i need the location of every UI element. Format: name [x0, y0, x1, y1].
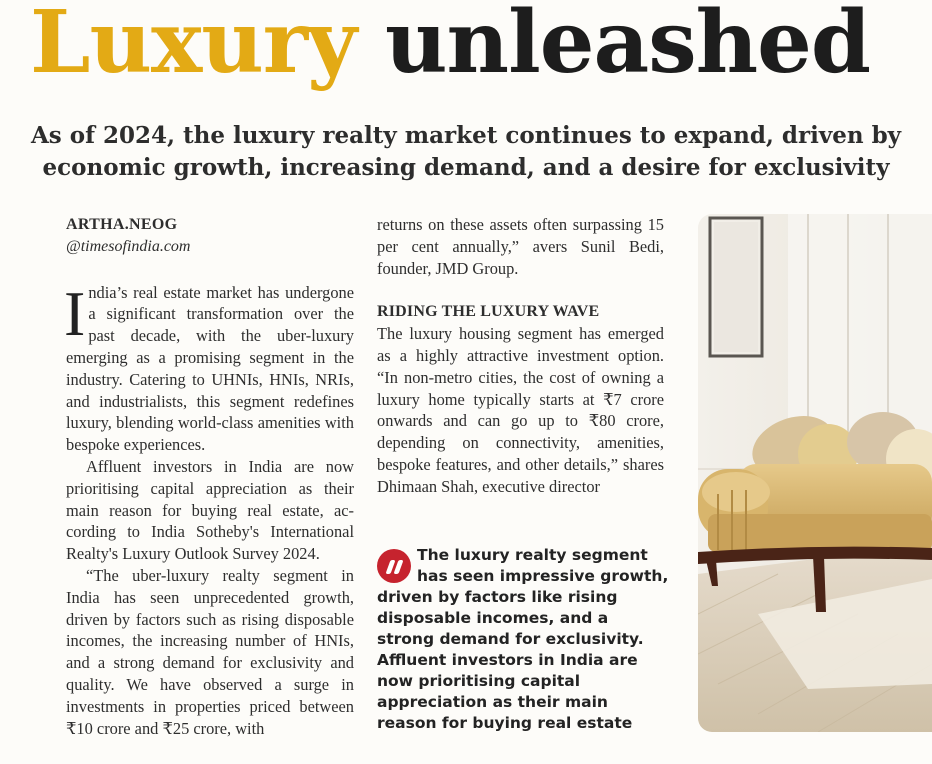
article-column-2 — [377, 214, 664, 498]
deck-line-1: As of 2024, the luxury realty market continues to expand, driven by — [30, 122, 902, 149]
byline-handle: @timesofindia.com — [66, 237, 191, 255]
drop-cap: I — [64, 277, 86, 349]
deck-subtitle — [10, 120, 922, 184]
headline-word-luxury: Luxury — [30, 0, 357, 93]
intro-paragraph — [64, 277, 354, 456]
paragraph-returns: returns on these assets often surpassing 15 per cent annually,” avers Sunil Bedi, founder, JMD Group. — [377, 215, 664, 278]
paragraph-affluent-investors: Affluent investors in India are now prioritising capital appreciation as their main reason for buying real estate, according to India Sotheby's International Realty's Luxury Outlook Survey 2024. — [66, 456, 354, 564]
luxury-sofa-illustration — [698, 214, 932, 732]
deck-line-2: economic growth, increasing demand, and a desire for exclusivity — [42, 154, 890, 181]
pull-quote — [377, 545, 669, 734]
pull-quote-text: The luxury realty segment has seen impressive growth, driven by factors like rising disposable incomes, and a strong demand for exclusivity. Affluent investors in India are now prioritising capital appreciation as their main reason for buying real estate — [377, 546, 669, 732]
paragraph-luxury-housing: The luxury housing segment has emerged as a highly attractive investment option. “In non-metro cities, the cost of owning a luxury home typically starts at ₹7 crore onwards and can go up to ₹80 crore, depending on connectivity, amenities, bespoke features, and other details,” shares Dhimaan Shah, executive director — [377, 324, 664, 496]
intro-paragraph-text: ndia’s real estate market has undergone a significant transformation over the past decade, with the uber-luxury emerging as a promising segment in the industry. Catering to UHNIs, HNIs, NRIs, and industrialists, this segment redefines luxury, blending world-class amenities with bespoke experiences. — [66, 282, 354, 455]
subhead-riding-wave: RIDING THE LUXURY WAVE — [377, 303, 600, 321]
headline — [30, 0, 870, 93]
quote-mark-icon — [377, 549, 411, 583]
byline-author: ARTHA.NEOG — [66, 216, 178, 233]
sofa-photo — [698, 214, 932, 732]
headline-word-unleashed: unleashed — [385, 0, 870, 93]
paragraph-uber-luxury-quote: “The uber-luxury realty segment in India has seen unprecedented growth, driven by factors such as rising disposable incomes, the increasing number of HNIs, and a strong demand for exclusivity and quality. We have observed a surge in investments in properties priced between ₹10 crore and ₹25 crore, with — [66, 565, 354, 738]
article-column-1 — [66, 214, 354, 739]
